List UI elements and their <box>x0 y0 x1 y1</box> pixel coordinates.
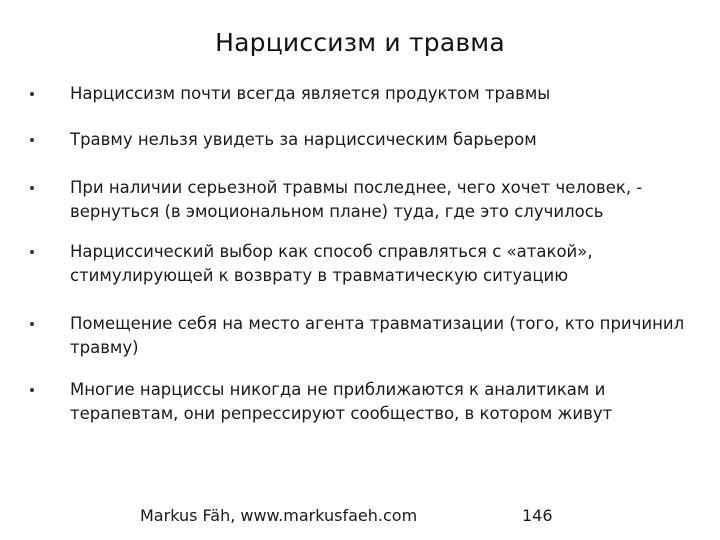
slide-title: Нарциссизм и травма <box>215 28 505 57</box>
bullet-text: При наличии серьезной травмы последнее, чего хочет человек, - вернуться (в эмоциональном плане) туда, где это случилось <box>70 178 643 221</box>
page-number: 146 <box>522 506 553 525</box>
bullet-text: Нарциссический выбор как способ справляться с «атакой», стимулирующей к возврату в травматическую ситуацию <box>70 242 593 285</box>
bullet-dot <box>30 388 34 392</box>
bullet-dot <box>30 138 34 142</box>
bullet-text: Травму нельзя увидеть за нарциссическим барьером <box>70 130 537 149</box>
bullet-text: Помещение себя на место агента травматизации (того, кто причинил травму) <box>70 314 685 357</box>
bullet-dot <box>30 92 34 96</box>
bullet-dot <box>30 186 34 190</box>
bullet-dot <box>30 322 34 326</box>
bullet-text: Нарциссизм почти всегда является продуктом травмы <box>70 84 551 103</box>
bullet-dot <box>30 250 34 254</box>
footer-author: Markus Fäh, www.markusfaeh.com <box>140 506 418 525</box>
bullet-text: Многие нарциссы никогда не приближаются к аналитикам и терапевтам, они репрессируют сообщество, в котором живут <box>70 380 613 423</box>
